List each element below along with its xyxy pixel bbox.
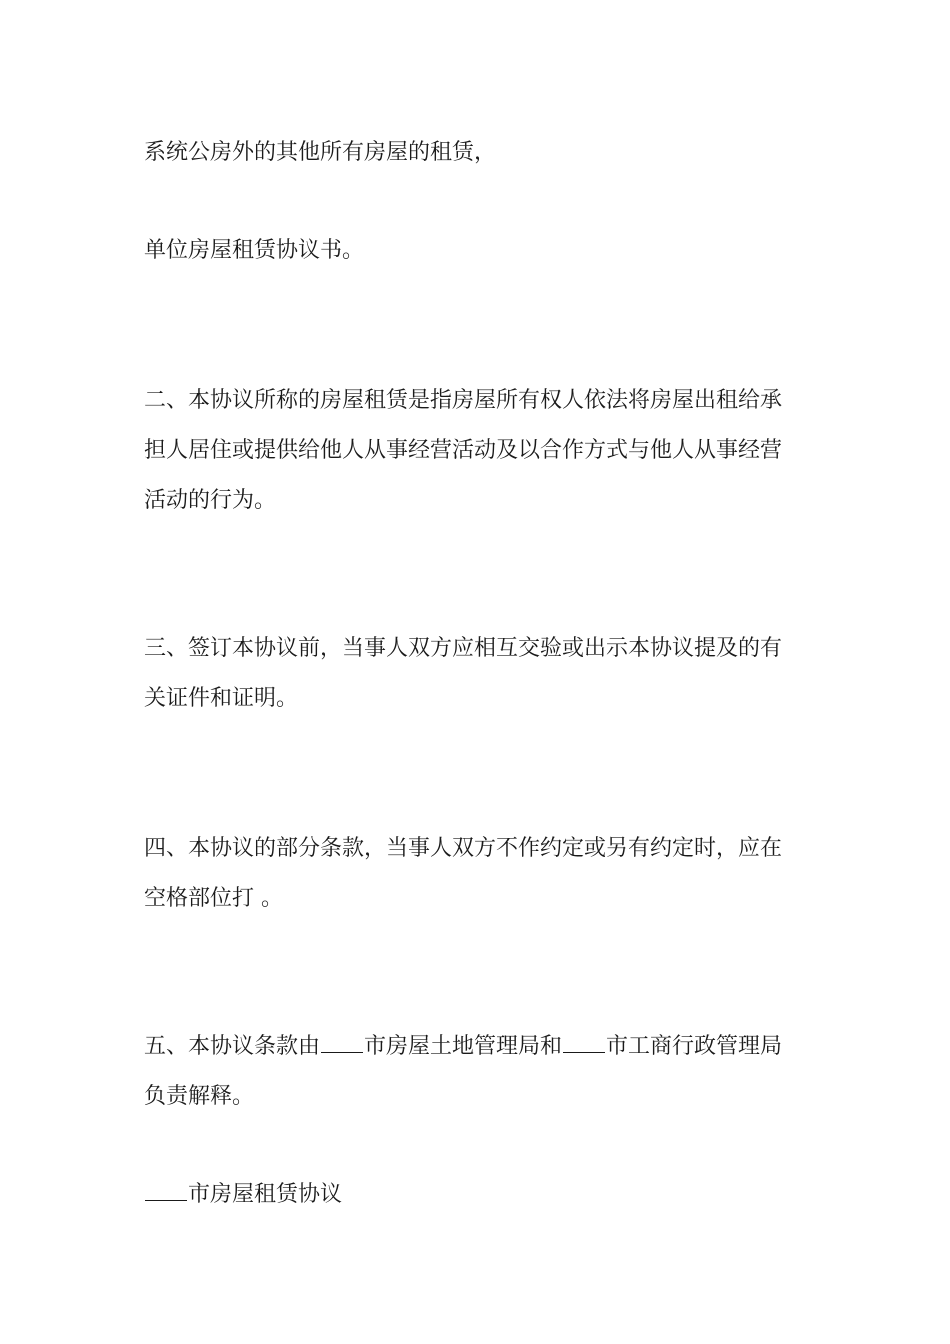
fill-in-blank[interactable] <box>563 1034 605 1053</box>
text-line: 单位房屋租赁协议书。 <box>144 238 365 263</box>
paragraph-section-heading <box>144 1170 814 1220</box>
text-line: 活动的行为。 <box>144 488 277 513</box>
text-line: 负责解释。 <box>144 1084 255 1109</box>
text-line: 二、本协议所称的房屋租赁是指房屋所有权人依法将房屋出租给承 <box>144 388 783 413</box>
paragraph-clause-5 <box>144 1022 814 1122</box>
paragraph-rental-scope <box>144 128 814 178</box>
text-line: 担人居住或提供给他人从事经营活动及以合作方式与他人从事经营 <box>144 438 783 463</box>
paragraph-clause-4 <box>144 824 814 924</box>
text-line: 空格部位打 。 <box>144 886 283 911</box>
text-line <box>144 1022 814 1072</box>
fill-in-blank[interactable] <box>321 1034 363 1053</box>
text-segment: 市房屋租赁协议 <box>188 1182 343 1207</box>
paragraph-clause-3 <box>144 624 814 724</box>
text-line: 系统公房外的其他所有房屋的租赁， <box>144 140 497 165</box>
text-segment: 五、本协议条款由 <box>144 1034 321 1059</box>
paragraph-clause-2 <box>144 376 814 526</box>
text-segment: 市房屋土地管理局和 <box>364 1034 563 1059</box>
text-line: 关证件和证明。 <box>144 686 299 711</box>
text-line: 三、签订本协议前，当事人双方应相互交验或出示本协议提及的有 <box>144 636 783 661</box>
text-line <box>144 1170 814 1220</box>
text-line: 四、本协议的部分条款，当事人双方不作约定或另有约定时，应在 <box>144 836 783 861</box>
paragraph-agreement-title-ref <box>144 226 814 276</box>
fill-in-blank[interactable] <box>145 1182 187 1201</box>
text-segment: 市工商行政管理局 <box>606 1034 783 1059</box>
